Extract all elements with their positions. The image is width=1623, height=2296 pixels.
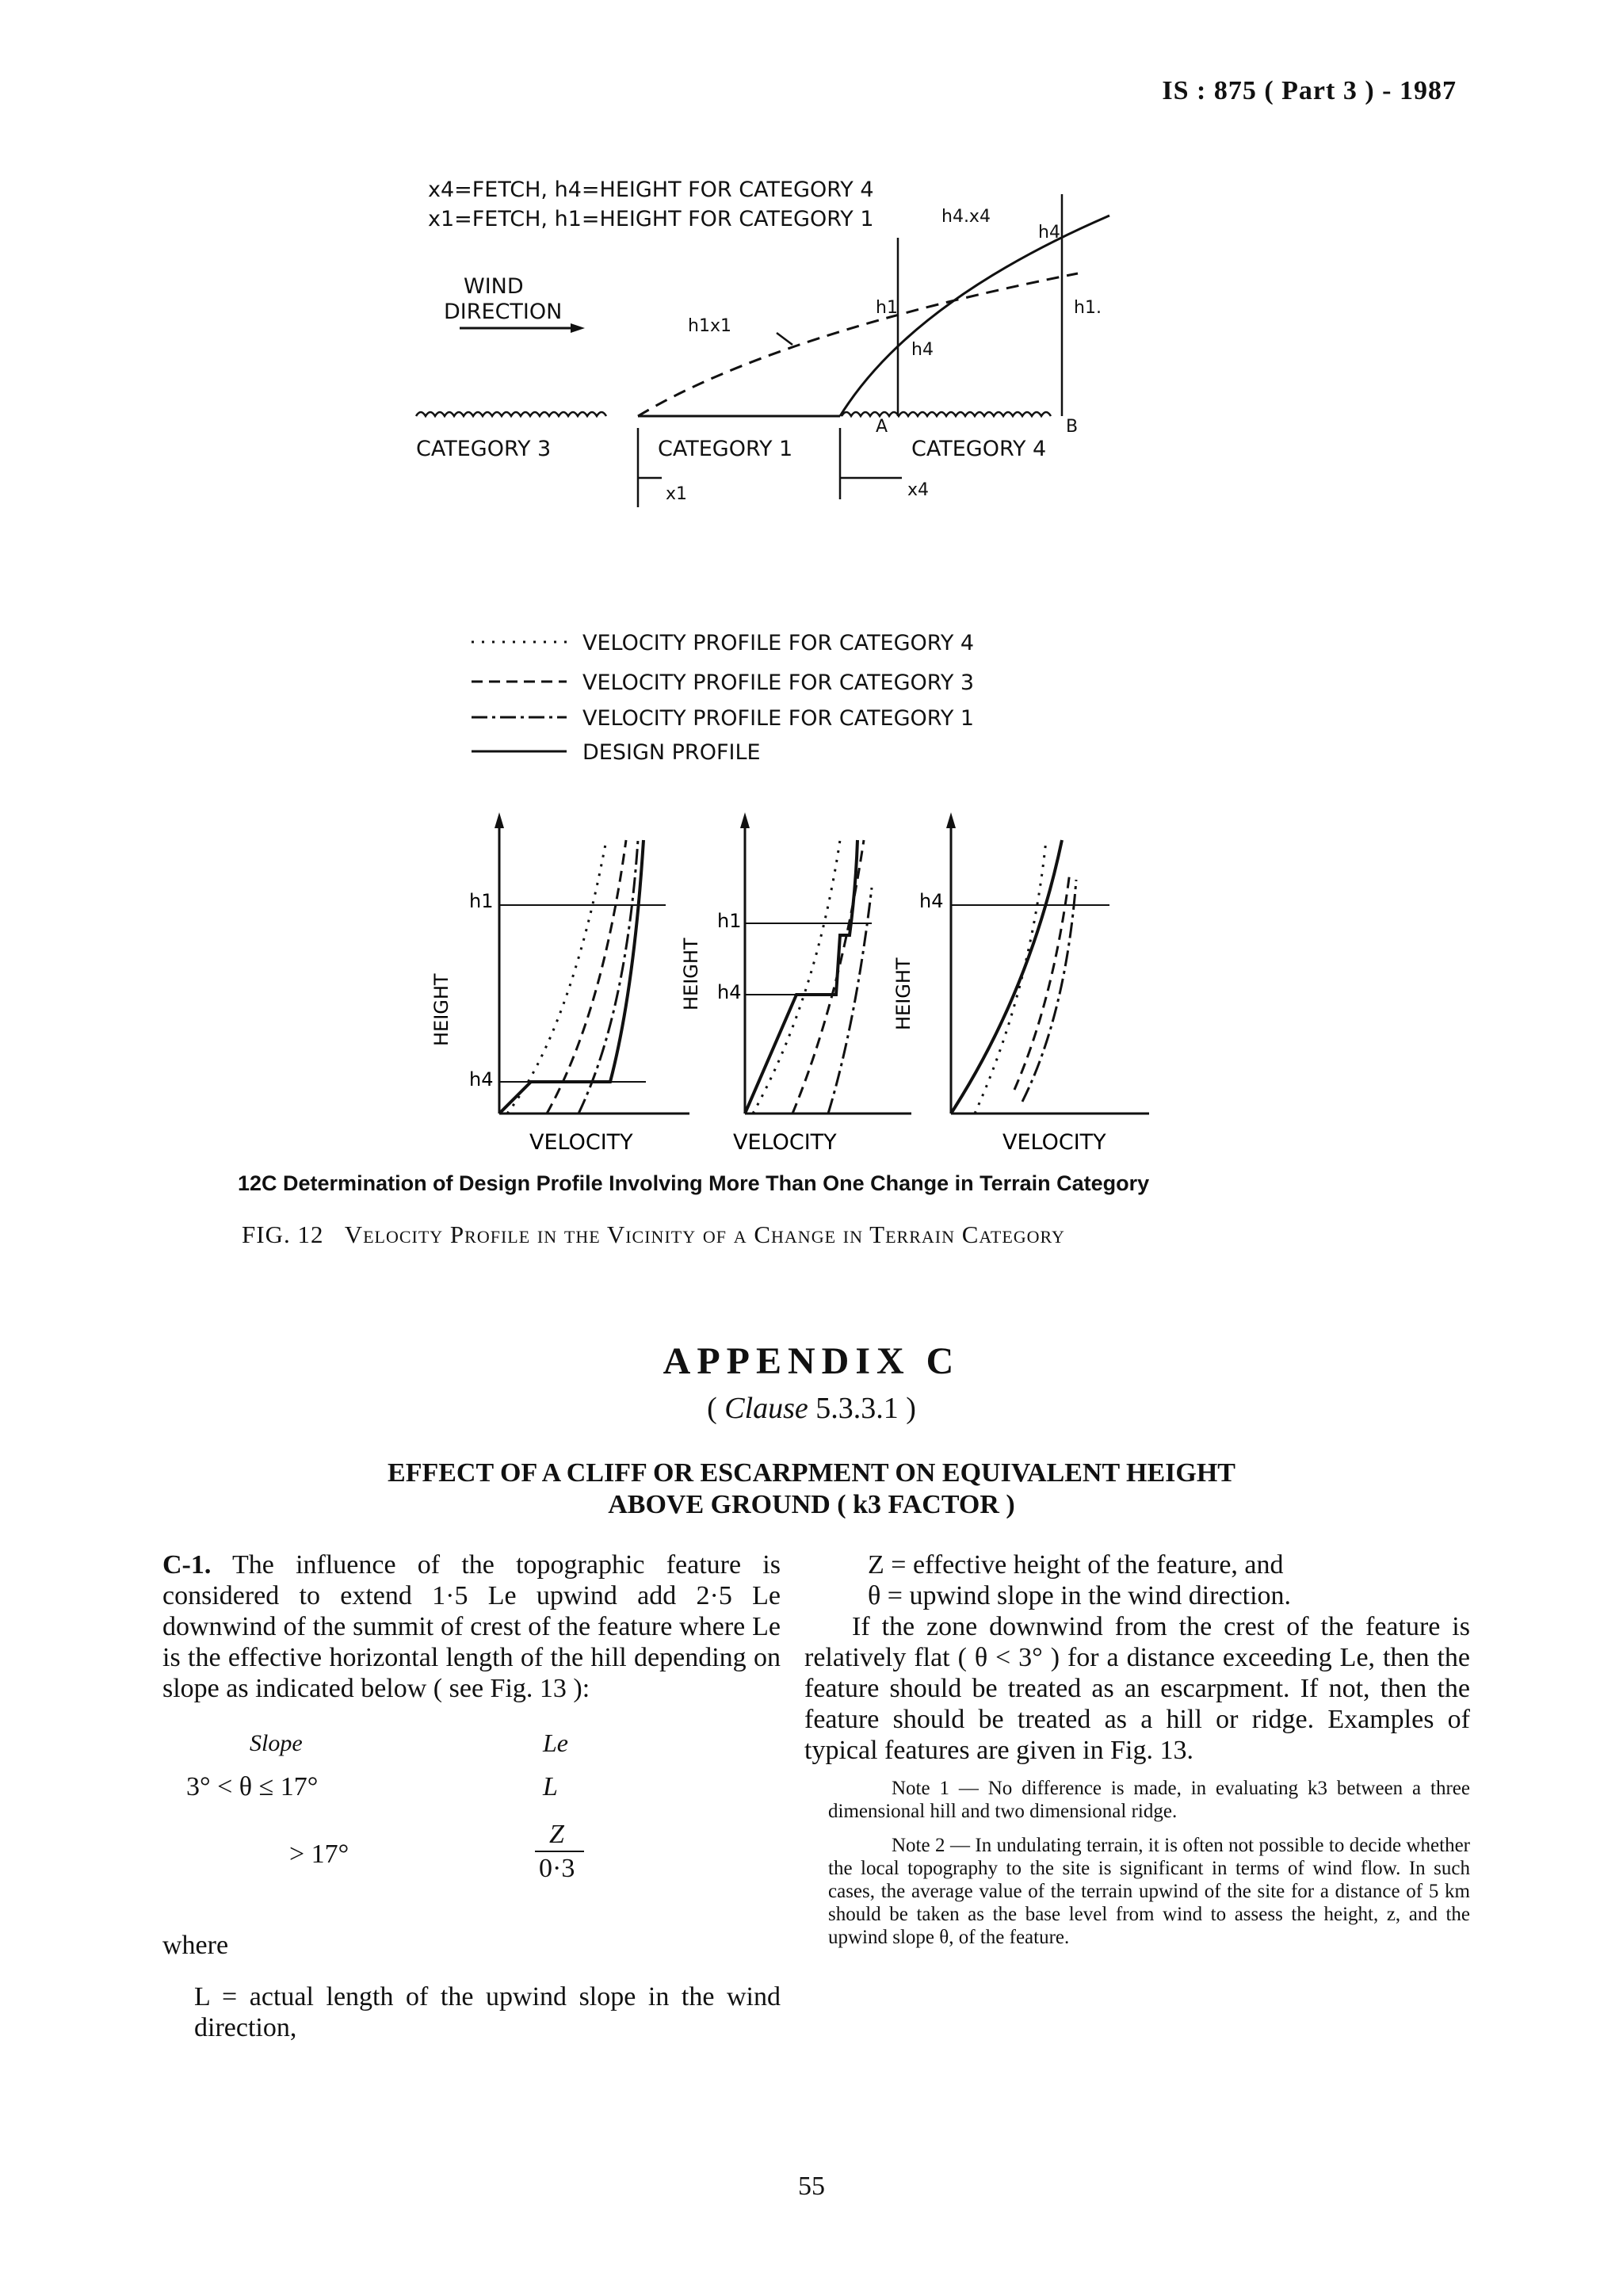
wind-arrowhead bbox=[571, 323, 585, 333]
appendix-clause: ( Clause 5.3.3.1 ) bbox=[707, 1392, 916, 1425]
category-1-label: CATEGORY 1 bbox=[658, 437, 793, 461]
clause-c1 bbox=[162, 1549, 781, 1704]
graph2-h1: h1 bbox=[717, 910, 742, 932]
cat1-boundary-curve bbox=[638, 273, 1078, 416]
left-column bbox=[162, 1549, 781, 2043]
wind-direction-label-2: DIRECTION bbox=[444, 300, 563, 324]
point-a-label: A bbox=[876, 417, 888, 437]
legend-cat3: VELOCITY PROFILE FOR CATEGORY 3 bbox=[582, 670, 975, 695]
fetch-x1-label: x1 bbox=[666, 484, 688, 504]
figure-caption-text: Velocity Profile in the Vicinity of a Change in Terrain Category bbox=[344, 1221, 1065, 1248]
page-number: 55 bbox=[798, 2172, 825, 2201]
appendix-heading-line1: EFFECT OF A CLIFF OR ESCARPMENT ON EQUIVALENT HEIGHT bbox=[388, 1458, 1235, 1488]
figure-caption-prefix: FIG. 12 bbox=[242, 1221, 324, 1248]
graph-1 bbox=[430, 812, 689, 1155]
graph3-velocity-label: VELOCITY bbox=[1002, 1130, 1106, 1155]
category-4-label: CATEGORY 4 bbox=[911, 437, 1047, 461]
right-column bbox=[804, 1549, 1470, 1949]
ground-category-3 bbox=[416, 412, 606, 416]
page-header: IS : 875 ( Part 3 ) - 1987 bbox=[1162, 76, 1457, 105]
graph2-velocity-label: VELOCITY bbox=[733, 1130, 837, 1155]
clause-number: 5.3.3.1 bbox=[815, 1392, 899, 1425]
appendix-heading-line2: ABOVE GROUND ( k3 FACTOR ) bbox=[608, 1490, 1015, 1519]
definition-L: L = actual length of the upwind slope in the wind direction, bbox=[194, 1982, 781, 2042]
escarpment-paragraph: If the zone downwind from the crest of the feature is relatively flat ( θ < 3° ) for a distance exceeding Le, then the feature should be treated as an escarpment. If not, then the feature should be treated as a hill or ridge. Examples of typical features are given in Fig. 13. bbox=[804, 1612, 1470, 1765]
definition-theta: θ = upwind slope in the wind direction. bbox=[868, 1581, 1292, 1610]
h1-right-label: h1. bbox=[1074, 298, 1102, 318]
row1-slope: 3° < θ ≤ 17° bbox=[186, 1772, 319, 1801]
graph3-height-label: HEIGHT bbox=[892, 957, 915, 1030]
graph2-h4: h4 bbox=[717, 981, 742, 1003]
h4-marker-label: h4 bbox=[911, 340, 934, 360]
point-b-label: B bbox=[1066, 417, 1079, 437]
graph-3 bbox=[892, 812, 1149, 1155]
row2-le-denominator: 0·3 bbox=[539, 1854, 575, 1883]
slope-table bbox=[162, 1720, 781, 1981]
le-header: Le bbox=[543, 1729, 568, 1757]
h4x4-label: h4.x4 bbox=[941, 207, 991, 227]
fetch-legend-cat1: x1=FETCH, h1=HEIGHT FOR CATEGORY 1 bbox=[428, 207, 874, 231]
legend-cat1: VELOCITY PROFILE FOR CATEGORY 1 bbox=[582, 706, 975, 731]
appendix-title: APPENDIX C bbox=[663, 1340, 960, 1382]
definition-z: Z = effective height of the feature, and bbox=[868, 1550, 1284, 1580]
row2-slope: > 17° bbox=[289, 1839, 349, 1869]
graph1-h1: h1 bbox=[469, 890, 494, 912]
h1x1-label: h1x1 bbox=[688, 316, 731, 336]
fetch-x4-label: x4 bbox=[907, 480, 930, 500]
slope-header: Slope bbox=[250, 1730, 303, 1756]
ground-category-4 bbox=[842, 412, 1051, 416]
clause-c1-label: C-1. bbox=[162, 1550, 212, 1580]
graph3-h4: h4 bbox=[919, 890, 944, 912]
h4-right-label: h4 bbox=[1038, 223, 1060, 243]
graph-2 bbox=[680, 812, 911, 1155]
note-1: Note 1 — No difference is made, in evaluating k3 between a three dimensional hill and two dimensional ridge. bbox=[828, 1778, 1470, 1822]
note-2: Note 2 — In undulating terrain, it is often not possible to decide whether the local topography to the site is significant in terms of wind flow. In such cases, the average value of the terrain upwind of the site for a distance of 5 km should be taken as the base level from wind to assess the height, z, and the upwind slope θ, of the feature. bbox=[828, 1835, 1470, 1948]
row2-le-numerator: Z bbox=[549, 1820, 564, 1849]
category-3-label: CATEGORY 3 bbox=[416, 437, 552, 461]
legend-cat4: VELOCITY PROFILE FOR CATEGORY 4 bbox=[582, 631, 975, 655]
graph2-height-label: HEIGHT bbox=[680, 938, 702, 1010]
h1-marker-label: h1 bbox=[876, 298, 898, 318]
graph1-velocity-label: VELOCITY bbox=[529, 1130, 633, 1155]
figure-caption bbox=[242, 1221, 1065, 1249]
graph1-h4: h4 bbox=[469, 1068, 494, 1091]
graph1-height-label: HEIGHT bbox=[430, 973, 453, 1046]
clause-c1-text: The influence of the topographic feature is considered to extend 1·5 Le upwind add 2·5 Le downwind of the summit of crest of the feature where Le is the effective horizontal length of the hill depending on slope as indicated below ( see Fig. 13 ): bbox=[162, 1550, 781, 1703]
where-label: where bbox=[162, 1931, 229, 1960]
fetch-legend-cat4: x4=FETCH, h4=HEIGHT FOR CATEGORY 4 bbox=[428, 178, 874, 202]
legend-design: DESIGN PROFILE bbox=[582, 740, 761, 765]
caption-12c: 12C Determination of Design Profile Involving More Than One Change in Terrain Category bbox=[238, 1171, 1150, 1195]
clause-word: Clause bbox=[724, 1392, 808, 1425]
wind-direction-label-1: WIND bbox=[464, 274, 524, 299]
row1-le: L bbox=[543, 1772, 558, 1801]
